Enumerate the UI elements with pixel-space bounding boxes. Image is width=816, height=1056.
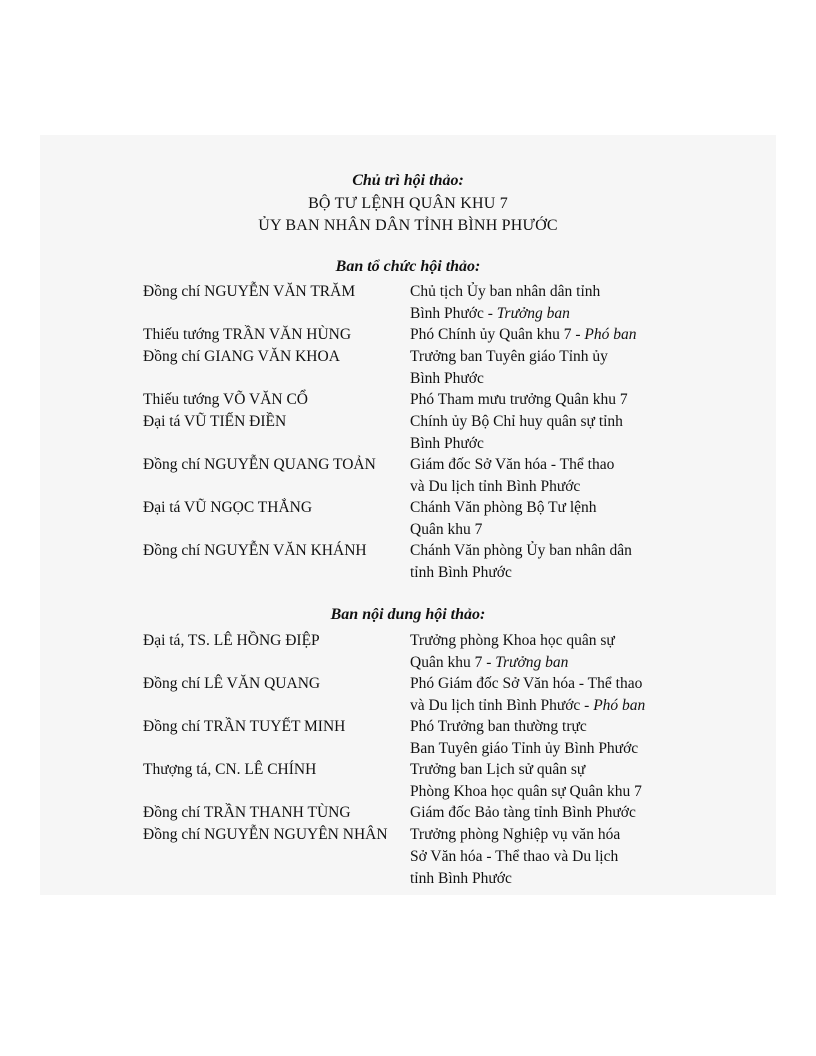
member-role-line: Trưởng phòng Nghiệp vụ văn hóa (410, 826, 621, 843)
member-role-line: tỉnh Bình Phước (410, 564, 512, 581)
member-name: Đồng chí NGUYỄN QUANG TOẢN (143, 456, 376, 473)
member-role-line: Phó Tham mưu trưởng Quân khu 7 (410, 391, 628, 408)
sponsor-line-1: BỘ TƯ LỆNH QUÂN KHU 7 (308, 195, 508, 212)
member-role-title: Trưởng ban (496, 305, 570, 322)
member-role (410, 346, 608, 390)
member-role (410, 540, 632, 584)
member-role-line: Chánh Văn phòng Bộ Tư lệnh (410, 499, 597, 516)
member-role-title: Phó ban (584, 326, 637, 343)
member-role-line: Quân khu 7 - Trưởng ban (410, 654, 569, 671)
member-name: Đại tá VŨ TIẾN ĐIỀN (143, 413, 287, 430)
member-name: Đồng chí LÊ VĂN QUANG (143, 675, 321, 692)
member-role-line: Chủ tịch Ủy ban nhân dân tỉnh (410, 283, 601, 300)
member-name: Đại tá, TS. LÊ HỒNG ĐIỆP (143, 632, 320, 649)
member-role-line: Phòng Khoa học quân sự Quân khu 7 (410, 783, 642, 800)
member-role-line: Chính ủy Bộ Chỉ huy quân sự tỉnh (410, 413, 623, 430)
member-role-line: Phó Chính ủy Quân khu 7 - Phó ban (410, 326, 637, 343)
member-role-line: Bình Phước (410, 370, 484, 387)
member-name: Thiếu tướng TRẦN VĂN HÙNG (143, 326, 352, 343)
member-role-line: Phó Giám đốc Sở Văn hóa - Thể thao (410, 675, 643, 692)
member-role-line: Giám đốc Sở Văn hóa - Thể thao (410, 456, 615, 473)
member-role (410, 497, 597, 541)
member-role-line: Bình Phước - Trưởng ban (410, 305, 570, 322)
member-role (410, 324, 636, 346)
member-role (410, 824, 620, 890)
member-role (410, 759, 642, 803)
member-name: Đồng chí NGUYỄN NGUYÊN NHÂN (143, 826, 388, 843)
member-role-line: và Du lịch tỉnh Bình Phước (410, 478, 581, 495)
sponsor-line-2: ỦY BAN NHÂN DÂN TỈNH BÌNH PHƯỚC (258, 217, 558, 234)
member-role-line: Bình Phước (410, 435, 484, 452)
member-role (410, 411, 623, 455)
member-name: Thiếu tướng VÕ VĂN CỔ (143, 391, 308, 408)
member-name: Đồng chí NGUYỄN VĂN TRĂM (143, 283, 356, 300)
member-name: Đại tá VŨ NGỌC THẮNG (143, 499, 313, 516)
member-name: Đồng chí TRẦN TUYẾT MINH (143, 718, 346, 735)
member-role-line: Trưởng phòng Khoa học quân sự (410, 632, 615, 649)
member-role (410, 673, 645, 717)
organizing-committee-heading: Ban tổ chức hội thảo: (335, 258, 481, 275)
member-role-line: Trưởng ban Lịch sử quân sự (410, 761, 586, 778)
sponsor-heading: Chủ trì hội thảo: (352, 172, 464, 189)
member-role-line: Giám đốc Bảo tàng tỉnh Bình Phước (410, 804, 636, 821)
member-role (410, 630, 615, 674)
member-role-line: Chánh Văn phòng Ủy ban nhân dân (410, 542, 632, 559)
content-committee-heading: Ban nội dung hội thảo: (330, 606, 486, 623)
member-role-line: Trưởng ban Tuyên giáo Tỉnh ủy (410, 348, 608, 365)
member-role-line: Phó Trưởng ban thường trực (410, 718, 587, 735)
member-role (410, 281, 600, 325)
member-role-line: Ban Tuyên giáo Tỉnh ủy Bình Phước (410, 740, 639, 757)
member-role-line: Sở Văn hóa - Thể thao và Du lịch (410, 848, 619, 865)
member-role-line: tỉnh Bình Phước (410, 870, 512, 887)
member-role (410, 454, 614, 498)
member-role-line: và Du lịch tỉnh Bình Phước - Phó ban (410, 697, 646, 714)
member-role (410, 716, 638, 760)
member-name: Đồng chí TRẦN THANH TÙNG (143, 804, 351, 821)
member-role-title: Trưởng ban (495, 654, 569, 671)
member-role (410, 802, 636, 824)
member-role-title: Phó ban (593, 697, 646, 714)
member-name: Đồng chí GIANG VĂN KHOA (143, 348, 340, 365)
member-name: Đồng chí NGUYỄN VĂN KHÁNH (143, 542, 367, 559)
member-name: Thượng tá, CN. LÊ CHÍNH (143, 761, 317, 778)
member-role (410, 389, 628, 411)
member-role-line: Quân khu 7 (410, 521, 483, 538)
